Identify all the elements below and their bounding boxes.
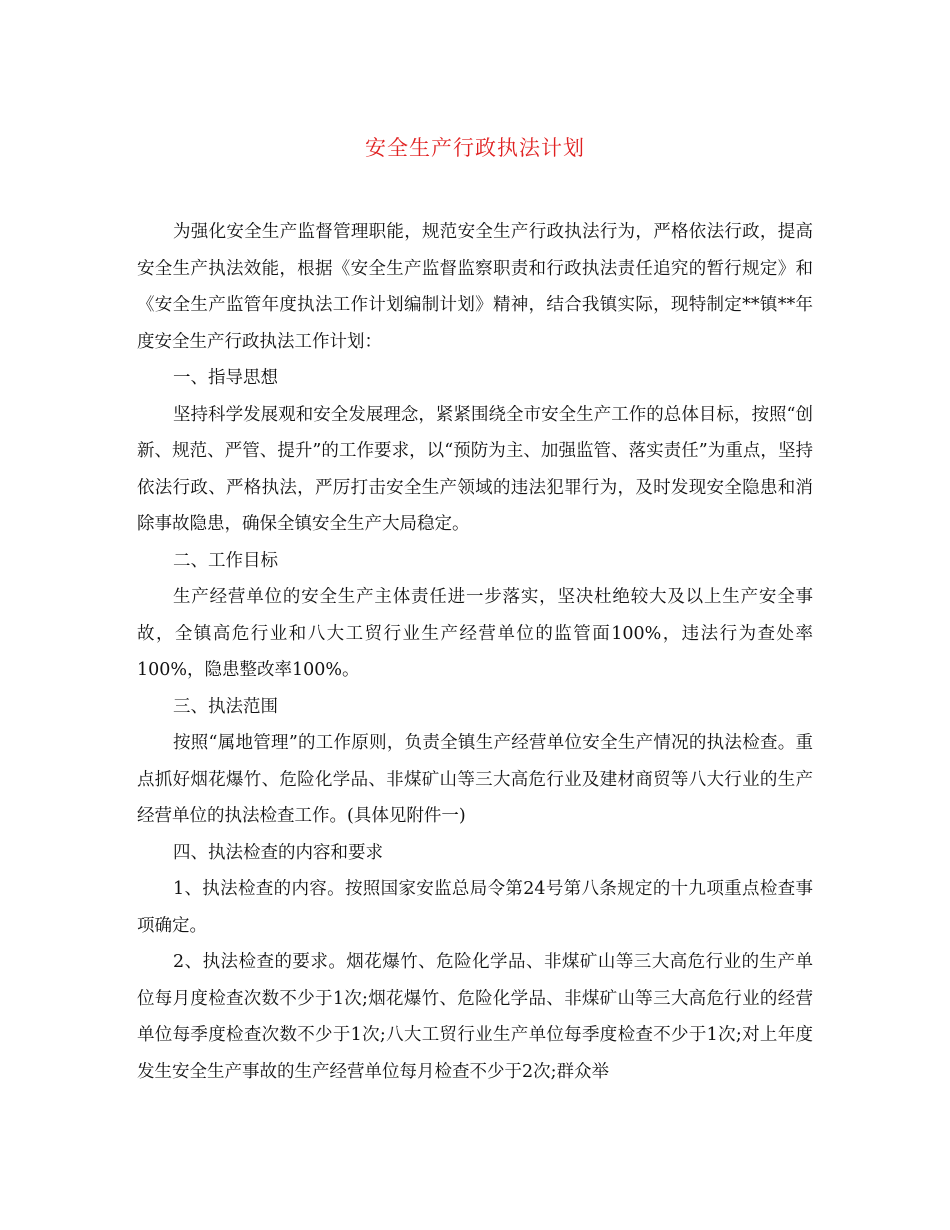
section-heading-inspection-content: 四、执法检查的内容和要求	[173, 842, 383, 863]
document-body	[137, 214, 813, 1090]
section-heading-guiding-ideology: 一、指导思想	[173, 368, 278, 388]
inspection-content-paragraph: 1、执法检查的内容。按照国家安监总局令第24号第八条规定的十九项重点检查事项确定。	[137, 879, 813, 936]
intro-paragraph: 为强化安全生产监督管理职能，规范安全生产行政执法行为，严格依法行政，提高安全生产执法效能，根据《安全生产监督监察职责和行政执法责任追究的暂行规定》和《安全生产监管年度执法工作计划编制计划》精神，结合我镇实际，现特制定**镇**年度安全生产行政执法工作计划：	[137, 222, 813, 352]
section-heading-work-goals: 二、工作目标	[173, 550, 278, 571]
section-heading-enforcement-scope: 三、执法范围	[173, 696, 278, 717]
inspection-requirements-paragraph: 2、执法检查的要求。烟花爆竹、危险化学品、非煤矿山等三大高危行业的生产单位每月度检查次数不少于1次;烟花爆竹、危险化学品、非煤矿山等三大高危行业的经营单位每季度检查次数不少于1次;八大工贸行业生产单位每季度检查不少于1次;对上年度发生安全生产事故的生产经营单位每月检查不少于2次;群众举	[137, 952, 813, 1082]
document-title: 安全生产行政执法计划	[365, 136, 585, 160]
work-goals-paragraph: 生产经营单位的安全生产主体责任进一步落实，坚决杜绝较大及以上生产安全事故，全镇高危行业和八大工贸行业生产经营单位的监管面100%，违法行为查处率100%，隐患整改率100%。	[137, 587, 813, 680]
guiding-ideology-paragraph: 坚持科学发展观和安全发展理念，紧紧围绕全市安全生产工作的总体目标，按照“创新、规范、严管、提升”的工作要求，以“预防为主、加强监管、落实责任”为重点，坚持依法行政、严格执法，严厉打击安全生产领域的违法犯罪行为，及时发现安全隐患和消除事故隐患，确保全镇安全生产大局稳定。	[137, 404, 813, 534]
enforcement-scope-paragraph: 按照“属地管理”的工作原则，负责全镇生产经营单位安全生产情况的执法检查。重点抓好烟花爆竹、危险化学品、非煤矿山等三大高危行业及建材商贸等八大行业的生产经营单位的执法检查工作。(具体见附件一)	[137, 733, 813, 826]
